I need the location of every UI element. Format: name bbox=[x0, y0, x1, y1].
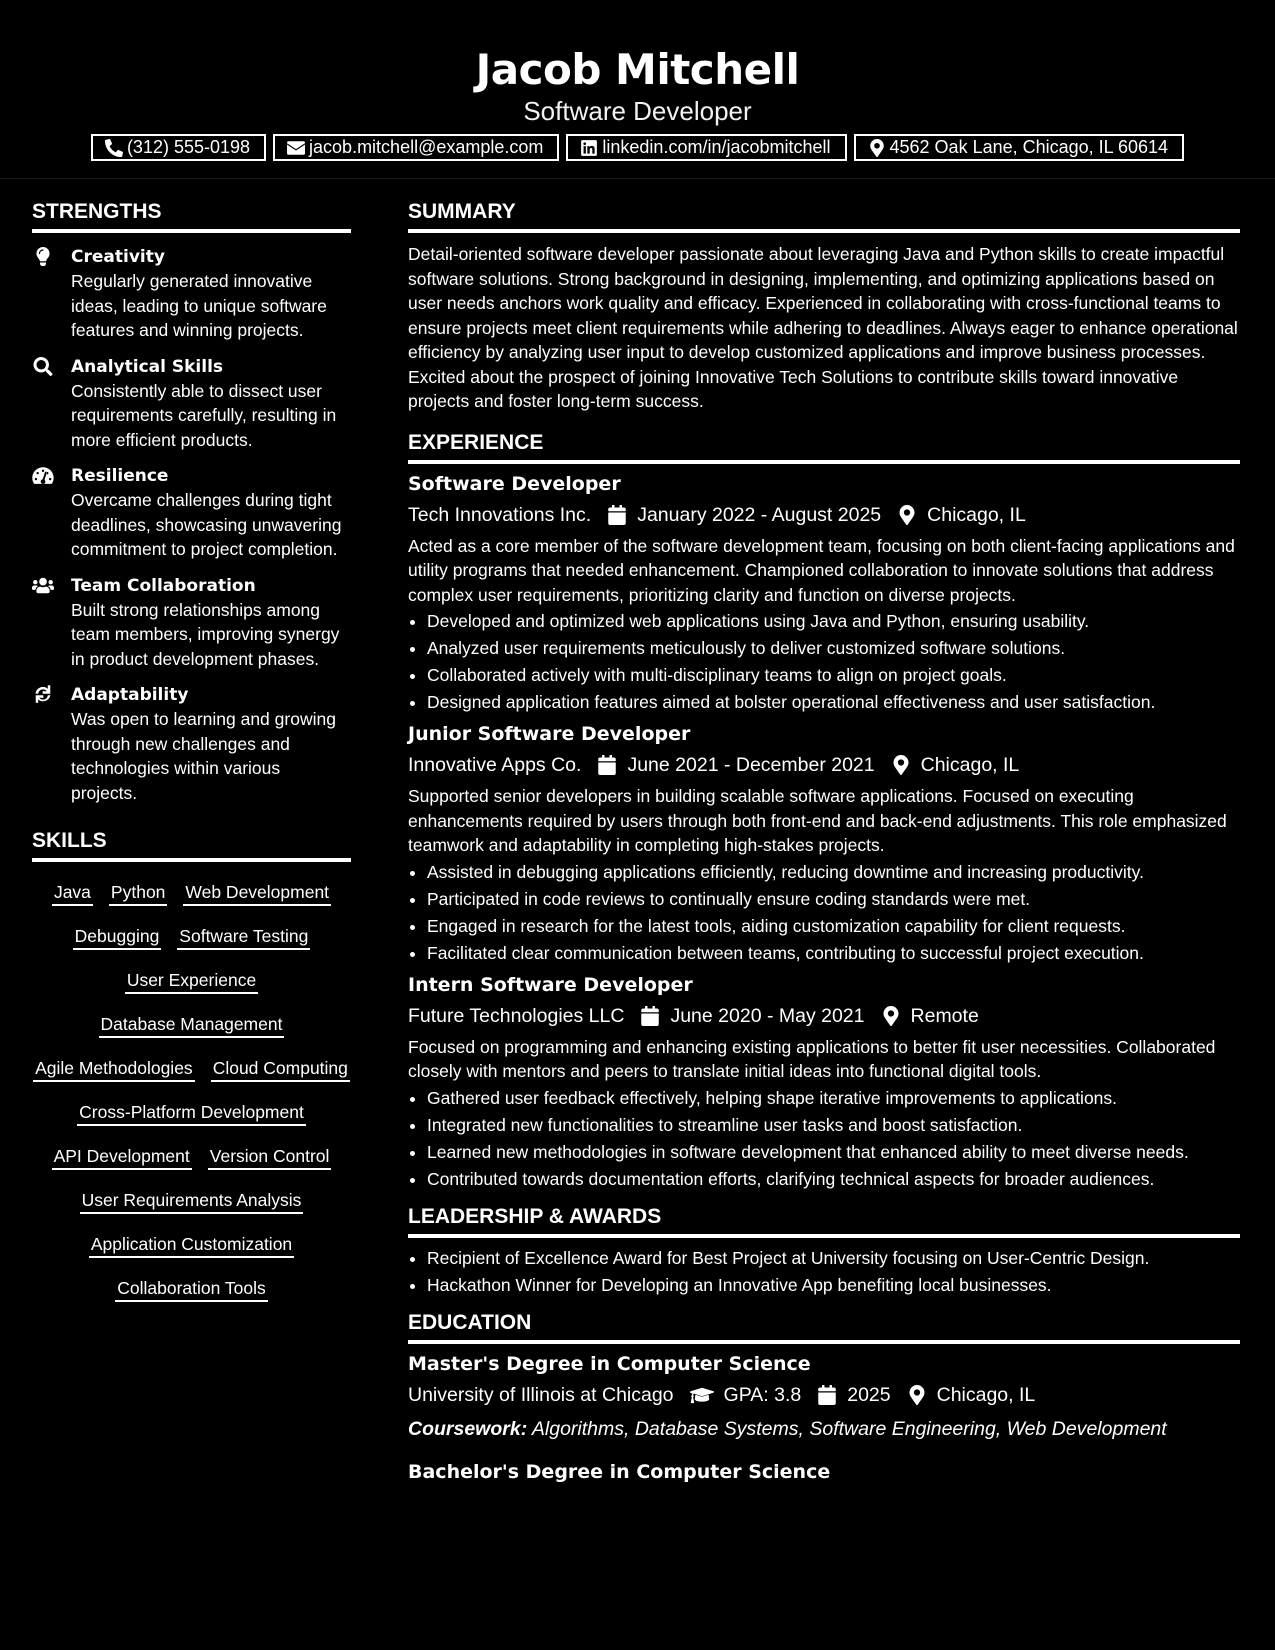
skill-tag: Cross-Platform Development bbox=[77, 1101, 306, 1126]
sync-icon bbox=[32, 685, 54, 705]
job-bullet: • Engaged in research for the latest tools, aiding customization capability for client requests. bbox=[427, 914, 1240, 938]
job-bullet: • Analyzed user requirements meticulously to deliver customized software solutions. bbox=[427, 636, 1240, 660]
awards-list bbox=[408, 1246, 1240, 1297]
calendar-icon bbox=[817, 1385, 837, 1405]
coursework-label: Coursework: bbox=[408, 1417, 528, 1440]
lightbulb-icon bbox=[32, 247, 54, 267]
job-description: Acted as a core member of the software development team, focusing on both client-facing applications and utility programs that needed enhancement. Championed collaboration to innovate solutions that address complex user requirements, prioritizing clarity and function on diverse projects. bbox=[408, 535, 1235, 605]
linkedin-icon bbox=[580, 139, 598, 157]
strength-title: Resilience bbox=[71, 466, 169, 486]
strength-desc: Regularly generated innovative ideas, leading to unique software features and winning projects. bbox=[71, 271, 327, 340]
job-entry bbox=[408, 971, 1240, 1191]
gauge-icon bbox=[32, 466, 54, 486]
contact-linkedin[interactable] bbox=[566, 134, 846, 161]
skill-tag: Application Customization bbox=[89, 1233, 294, 1258]
contact-linkedin-text: linkedin.com/in/jacobmitchell bbox=[602, 137, 831, 157]
job-title: Intern Software Developer bbox=[408, 973, 693, 996]
job-bullets bbox=[408, 860, 1240, 965]
job-dates: June 2021 - December 2021 bbox=[627, 754, 875, 776]
skill-tag: Cloud Computing bbox=[211, 1057, 350, 1082]
job-bullet: • Collaborated actively with multi-disciplinary teams to align on project goals. bbox=[427, 663, 1240, 687]
strength-desc: Consistently able to dissect user requirements carefully, resulting in more efficient products. bbox=[71, 380, 337, 450]
skill-tag: Agile Methodologies bbox=[33, 1057, 195, 1082]
job-bullet: • Contributed towards documentation efforts, clarifying technical aspects for broader audiences. bbox=[427, 1167, 1240, 1191]
job-location: Remote bbox=[910, 1004, 979, 1027]
job-bullet: • Integrated new functionalities to streamline user tasks and boost satisfaction. bbox=[427, 1113, 1240, 1137]
job-entry bbox=[408, 720, 1240, 965]
strength-desc: Built strong relationships among team members, improving synergy in product development phases. bbox=[71, 599, 340, 669]
job-meta bbox=[408, 1001, 1240, 1031]
job-bullet: • Participated in code reviews to continually ensure coding standards were met. bbox=[427, 887, 1240, 911]
users-icon bbox=[32, 576, 54, 596]
map-pin-icon bbox=[907, 1385, 927, 1405]
map-pin-icon bbox=[891, 755, 911, 775]
skill-tag: Web Development bbox=[183, 881, 331, 906]
job-bullet: • Gathered user feedback effectively, helping shape iterative improvements to applications. bbox=[427, 1086, 1240, 1110]
contact-address[interactable] bbox=[854, 134, 1185, 161]
map-pin-icon bbox=[897, 505, 917, 525]
resume-header bbox=[0, 0, 1275, 179]
calendar-icon bbox=[597, 755, 617, 775]
contact-bar bbox=[0, 134, 1275, 161]
strength-item bbox=[32, 464, 351, 562]
contact-phone-text: (312) 555-0198 bbox=[126, 137, 251, 157]
strengths-heading: STRENGTHS bbox=[32, 196, 351, 233]
skill-tag: User Requirements Analysis bbox=[80, 1189, 304, 1214]
left-column bbox=[32, 196, 351, 1302]
degree-title: Bachelor's Degree in Computer Science bbox=[408, 1460, 831, 1483]
job-company: Tech Innovations Inc. bbox=[408, 503, 592, 526]
candidate-name: Jacob Mitchell bbox=[475, 45, 800, 94]
skill-tag: Collaboration Tools bbox=[115, 1277, 268, 1302]
skill-tag: Version Control bbox=[208, 1145, 332, 1170]
education-heading: EDUCATION bbox=[408, 1307, 1240, 1344]
job-bullet: • Developed and optimized web applications using Java and Python, ensuring usability. bbox=[427, 609, 1240, 633]
skill-tag: Java bbox=[52, 881, 93, 906]
skills-list bbox=[32, 874, 351, 1302]
job-bullet: • Designed application features aimed at bolster operational effectiveness and user satisfaction. bbox=[427, 690, 1240, 714]
award-item: • Hackathon Winner for Developing an Innovative App benefiting local businesses. bbox=[427, 1273, 1240, 1297]
strength-item bbox=[32, 245, 351, 343]
degree-title: Master's Degree in Computer Science bbox=[408, 1352, 811, 1375]
search-icon bbox=[32, 357, 54, 377]
job-title: Junior Software Developer bbox=[408, 723, 691, 745]
graduation-cap-icon bbox=[690, 1385, 714, 1405]
job-bullets bbox=[408, 609, 1240, 714]
school-location: Chicago, IL bbox=[936, 1383, 1036, 1406]
strength-title: Adaptability bbox=[71, 685, 189, 705]
award-item: • Recipient of Excellence Award for Best Project at University focusing on User-Centric Design. bbox=[427, 1246, 1240, 1270]
job-location: Chicago, IL bbox=[920, 754, 1020, 776]
job-bullet: • Facilitated clear communication between teams, contributing to successful project execution. bbox=[427, 941, 1240, 965]
strength-title: Analytical Skills bbox=[71, 356, 224, 377]
skill-tag: Debugging bbox=[73, 925, 162, 950]
strength-item bbox=[32, 355, 351, 453]
job-description: Supported senior developers in building scalable software applications. Focused on executing enhancements required by users through both front-end and back-end adjustments. This role emphasized teamwork and adaptability in completing high-stakes projects. bbox=[408, 786, 1227, 855]
skill-tag: API Development bbox=[52, 1145, 192, 1170]
job-company: Innovative Apps Co. bbox=[408, 754, 582, 776]
contact-address-text: 4562 Oak Lane, Chicago, IL 60614 bbox=[889, 137, 1169, 157]
education-entry bbox=[408, 1350, 1240, 1444]
job-title: Software Developer bbox=[408, 472, 621, 495]
education-meta bbox=[408, 1380, 1240, 1410]
skill-tag: Software Testing bbox=[177, 925, 310, 950]
job-meta bbox=[408, 500, 1240, 530]
gpa-value: GPA: 3.8 bbox=[723, 1383, 802, 1406]
envelope-icon bbox=[287, 139, 305, 157]
summary-text: Detail-oriented software developer passionate about leveraging Java and Python skills to create impactful software solutions. Strong background in designing, implementing, and optimizing applications based on user needs anchors work quality and efficacy. Experienced in collaborating with cross-functional teams to ensure projects meet client requirements while adhering to deadlines. Always eager to enhance operational efficiency by analyzing user input to develop customized applications and improve business processes. Excited about the prospect of joining Innovative Tech Solutions to contribute skills toward innovative projects and foster long-term success. bbox=[408, 244, 1238, 411]
summary-heading: SUMMARY bbox=[408, 196, 1240, 233]
right-column bbox=[408, 196, 1240, 1486]
skill-tag: Python bbox=[109, 881, 167, 906]
job-bullet: • Assisted in debugging applications efficiently, reducing downtime and increasing productivity. bbox=[427, 860, 1240, 884]
strength-item bbox=[32, 574, 351, 672]
strength-desc: Overcame challenges during tight deadlines, showcasing unwavering commitment to project completion. bbox=[71, 490, 342, 559]
graduation-year: 2025 bbox=[847, 1383, 891, 1406]
job-location: Chicago, IL bbox=[927, 503, 1026, 526]
job-dates: June 2020 - May 2021 bbox=[670, 1004, 865, 1027]
job-meta bbox=[408, 750, 1240, 780]
job-description: Focused on programming and enhancing existing applications to better fit user necessities. Collaborated closely with mentors and peers to translate initial ideas into functional digital tools. bbox=[408, 1036, 1216, 1081]
job-company: Future Technologies LLC bbox=[408, 1004, 625, 1027]
contact-email-text: jacob.mitchell@example.com bbox=[309, 137, 544, 157]
skill-tag: Database Management bbox=[99, 1013, 285, 1038]
calendar-icon bbox=[607, 505, 627, 525]
leadership-heading: LEADERSHIP & AWARDS bbox=[408, 1201, 1240, 1238]
coursework-list: Algorithms, Database Systems, Software Engineering, Web Development bbox=[531, 1417, 1167, 1440]
strength-title: Team Collaboration bbox=[71, 575, 256, 596]
contact-phone[interactable] bbox=[91, 134, 266, 161]
school-name: University of Illinois at Chicago bbox=[408, 1383, 674, 1406]
phone-icon bbox=[105, 139, 123, 157]
job-dates: January 2022 - August 2025 bbox=[637, 503, 882, 526]
job-entry bbox=[408, 470, 1240, 715]
job-bullet: • Learned new methodologies in software development that enhanced ability to meet diverse needs. bbox=[427, 1140, 1240, 1164]
map-pin-icon bbox=[881, 1006, 901, 1026]
strength-desc: Was open to learning and growing through new challenges and technologies within various projects. bbox=[71, 709, 336, 803]
strength-item bbox=[32, 683, 351, 805]
experience-heading: EXPERIENCE bbox=[408, 427, 1240, 464]
candidate-title: Software Developer bbox=[523, 96, 752, 126]
job-bullets bbox=[408, 1086, 1240, 1191]
skills-heading: SKILLS bbox=[32, 825, 351, 862]
coursework bbox=[408, 1414, 1240, 1444]
skill-tag: User Experience bbox=[125, 969, 258, 994]
map-pin-icon bbox=[868, 139, 886, 157]
education-entry bbox=[408, 1458, 1240, 1486]
calendar-icon bbox=[640, 1006, 660, 1026]
contact-email[interactable] bbox=[273, 134, 559, 161]
strength-title: Creativity bbox=[71, 247, 165, 267]
